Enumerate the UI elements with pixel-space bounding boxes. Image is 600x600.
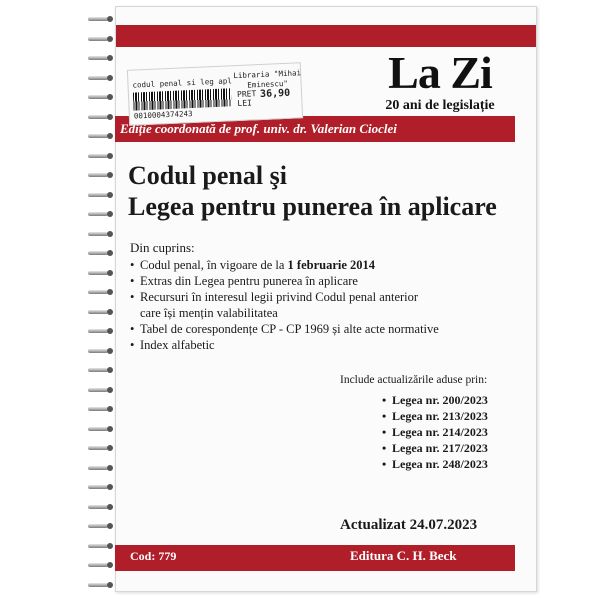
spiral-ring-icon xyxy=(88,502,114,512)
spiral-ring-icon xyxy=(88,92,114,102)
spiral-ring-icon xyxy=(88,14,114,24)
contents-item3-line1: Recursuri în interesul legii privind Codul penal anterior xyxy=(140,290,419,304)
updated-date: Actualizat 24.07.2023 xyxy=(340,517,478,533)
updates-label: Include actualizările aduse prin: xyxy=(340,374,488,386)
law-item: • Legea nr. 213/2023 xyxy=(382,408,488,424)
contents-item1-text: Codul penal, în vigoare de la xyxy=(140,258,288,272)
book-title-line1: Codul penal şi xyxy=(128,161,287,190)
spiral-ring-icon xyxy=(88,560,114,570)
list-item: • Index alfabetic xyxy=(130,337,490,353)
contents-label: Din cuprins: xyxy=(130,240,195,255)
spiral-ring-icon xyxy=(88,580,114,590)
spiral-ring-icon xyxy=(88,112,114,122)
spiral-ring-icon xyxy=(88,521,114,531)
spiral-ring-icon xyxy=(88,482,114,492)
spiral-ring-icon xyxy=(88,53,114,63)
spiral-ring-icon xyxy=(88,443,114,453)
list-item: • Extras din Legea pentru punerea în aplicare xyxy=(130,273,490,289)
spiral-ring-icon xyxy=(88,307,114,317)
sticker-store: Libraria "Mihai Eminescu" xyxy=(233,68,302,90)
spiral-ring-icon xyxy=(88,385,114,395)
spiral-ring-icon xyxy=(88,424,114,434)
brand-block xyxy=(375,47,505,114)
law-item: • Legea nr. 214/2023 xyxy=(382,424,488,440)
sticker-price-label: PRET LEI xyxy=(236,89,257,109)
spiral-ring-icon xyxy=(88,34,114,44)
sticker-item-text: codul penal si leg apl xyxy=(132,76,232,90)
contents-item1-date: 1 februarie 2014 xyxy=(287,258,376,272)
law-item: • Legea nr. 248/2023 xyxy=(382,456,488,472)
book-title xyxy=(128,160,497,222)
spiral-ring-icon xyxy=(88,365,114,375)
spiral-ring-icon xyxy=(88,190,114,200)
publisher-text: Editura C. H. Beck xyxy=(350,548,457,563)
spiral-ring-icon xyxy=(88,346,114,356)
list-item xyxy=(130,257,490,273)
list-item xyxy=(130,289,490,321)
top-red-band xyxy=(116,25,536,47)
spiral-ring-icon xyxy=(88,73,114,83)
sticker-barcode-number: 0010004374243 xyxy=(133,109,193,121)
spiral-binding xyxy=(88,8,114,592)
spiral-ring-icon xyxy=(88,131,114,141)
spiral-ring-icon xyxy=(88,287,114,297)
spiral-ring-icon xyxy=(88,229,114,239)
price-sticker xyxy=(127,62,303,126)
law-item: • Legea nr. 217/2023 xyxy=(382,440,488,456)
contents-item3-line2: care își mențin valabilitatea xyxy=(140,306,278,320)
spiral-ring-icon xyxy=(88,268,114,278)
spiral-ring-icon xyxy=(88,463,114,473)
spiral-ring-icon xyxy=(88,404,114,414)
spiral-ring-icon xyxy=(88,248,114,258)
cod-text: Cod: 779 xyxy=(130,549,177,563)
brand-title: La Zi xyxy=(388,47,492,98)
updates-list xyxy=(382,392,488,472)
sticker-price: 36,90 xyxy=(259,87,291,101)
spiral-ring-icon xyxy=(88,326,114,336)
list-item: • Tabel de corespondențe CP - CP 1969 și alte acte normative xyxy=(130,321,490,337)
spiral-ring-icon xyxy=(88,151,114,161)
edition-text: Ediție coordonată de prof. univ. dr. Valerian Cioclei xyxy=(120,121,397,136)
book-title-line2: Legea pentru punerea în aplicare xyxy=(128,192,497,221)
spiral-ring-icon xyxy=(88,170,114,180)
spiral-ring-icon xyxy=(88,209,114,219)
spiral-ring-icon xyxy=(88,541,114,551)
contents-list xyxy=(130,257,490,353)
barcode-icon xyxy=(133,88,232,110)
brand-subtitle: 20 ani de legislație xyxy=(385,98,495,113)
law-item: • Legea nr. 200/2023 xyxy=(382,392,488,408)
